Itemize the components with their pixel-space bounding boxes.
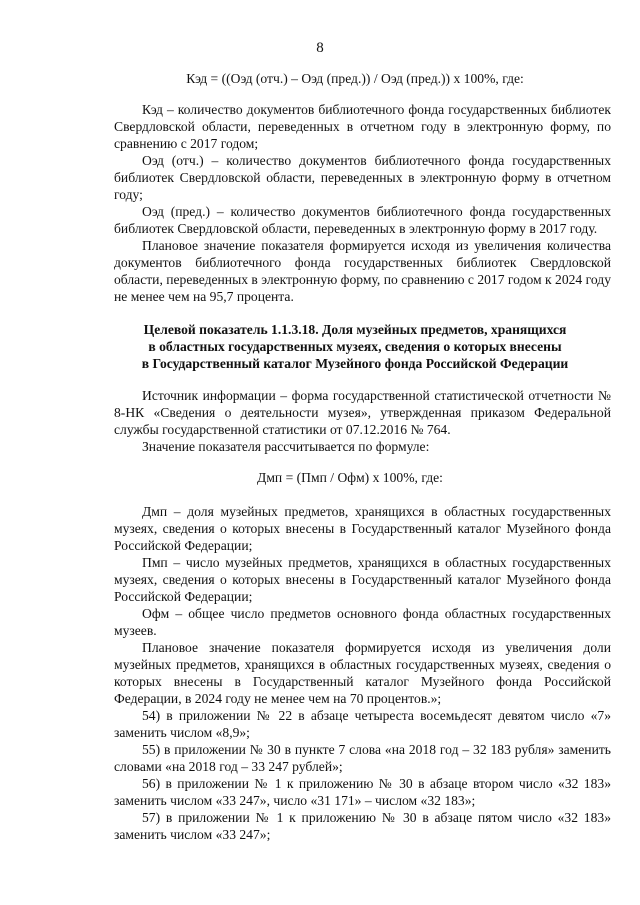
paragraph-ofm-definition: Офм – общее число предметов основного фонда областных государственных музеев. (114, 606, 611, 638)
section-heading (100, 321, 610, 372)
paragraph-pmp-definition: Пмп – число музейных предметов, хранящихся в областных государственных музеях, сведения о которых внесены в Государственный каталог Музейного фонда Российской Федерации; (114, 555, 611, 604)
heading-line: Целевой показатель 1.1.3.18. Доля музейных предметов, хранящихся (143, 322, 567, 337)
paragraph-info-source: Источник информации – форма государственной статистической отчетности № 8-НК «Сведения о деятельности музея», утвержденная приказом Федеральной службы государственной статистики от 07.12.2016 № 764. (114, 388, 611, 437)
paragraph-oed-current-definition: Оэд (отч.) – количество документов библиотечного фонда государственных библиотек Свердловской области, переведенных в электронную форму в отчетном году; (114, 153, 611, 202)
paragraph-plan-value-museum: Плановое значение показателя формируется исходя из увеличения доли музейных предметов, хранящихся в областных государственных музеях, сведения о которых внесены в Государственный каталог Музейного фонда Российской Федерации, в 2024 году не менее чем на 70 процентов.»; (114, 640, 611, 706)
paragraph-formula-intro: Значение показателя рассчитывается по формуле: (142, 439, 430, 454)
formula-dmp: Дмп = (Пмп / Офм) х 100%, где: (257, 470, 443, 485)
paragraph-oed-previous-definition: Оэд (пред.) – количество документов библиотечного фонда государственных библиотек Свердловской области, переведенных в электронную форму в 2017 году. (114, 204, 611, 236)
heading-line: в Государственный каталог Музейного фонда Российской Федерации (141, 356, 569, 371)
paragraph-item-56: 56) в приложении № 1 к приложению № 30 в абзаце втором число «32 183» заменить числом «33 247», число «31 171» – числом «32 183»; (114, 776, 611, 808)
paragraph-item-57: 57) в приложении № 1 к приложению № 30 в абзаце пятом число «32 183» заменить числом «33 247»; (114, 810, 611, 842)
page-number: 8 (316, 40, 324, 56)
paragraph-plan-value-library: Плановое значение показателя формируется исходя из увеличения количества документов библиотечного фонда государственных библиотек Свердловской области, переведенных в электронную форму, по сравнению с 2017 годом к 2024 году не менее чем на 95,7 процента. (114, 238, 611, 304)
heading-line: в областных государственных музеях, сведения о которых внесены (148, 339, 562, 354)
paragraph-item-55: 55) в приложении № 30 в пункте 7 слова «на 2018 год – 32 183 рубля» заменить словами «на 2018 год – 33 247 рублей»; (114, 742, 611, 774)
formula-ked: Кэд = ((Оэд (отч.) – Оэд (пред.)) / Оэд (пред.)) х 100%, где: (186, 71, 524, 86)
paragraph-dmp-definition: Дмп – доля музейных предметов, хранящихся в областных государственных музеях, сведения о которых внесены в Государственный каталог Музейного фонда Российской Федерации; (114, 504, 611, 553)
paragraph-item-54: 54) в приложении № 22 в абзаце четыреста восемьдесят девятом число «7» заменить числом «8,9»; (114, 708, 611, 740)
paragraph-ked-definition: Кэд – количество документов библиотечного фонда государственных библиотек Свердловской области, переведенных в отчетном году в электронную форму, по сравнению с 2017 годом; (114, 102, 611, 151)
